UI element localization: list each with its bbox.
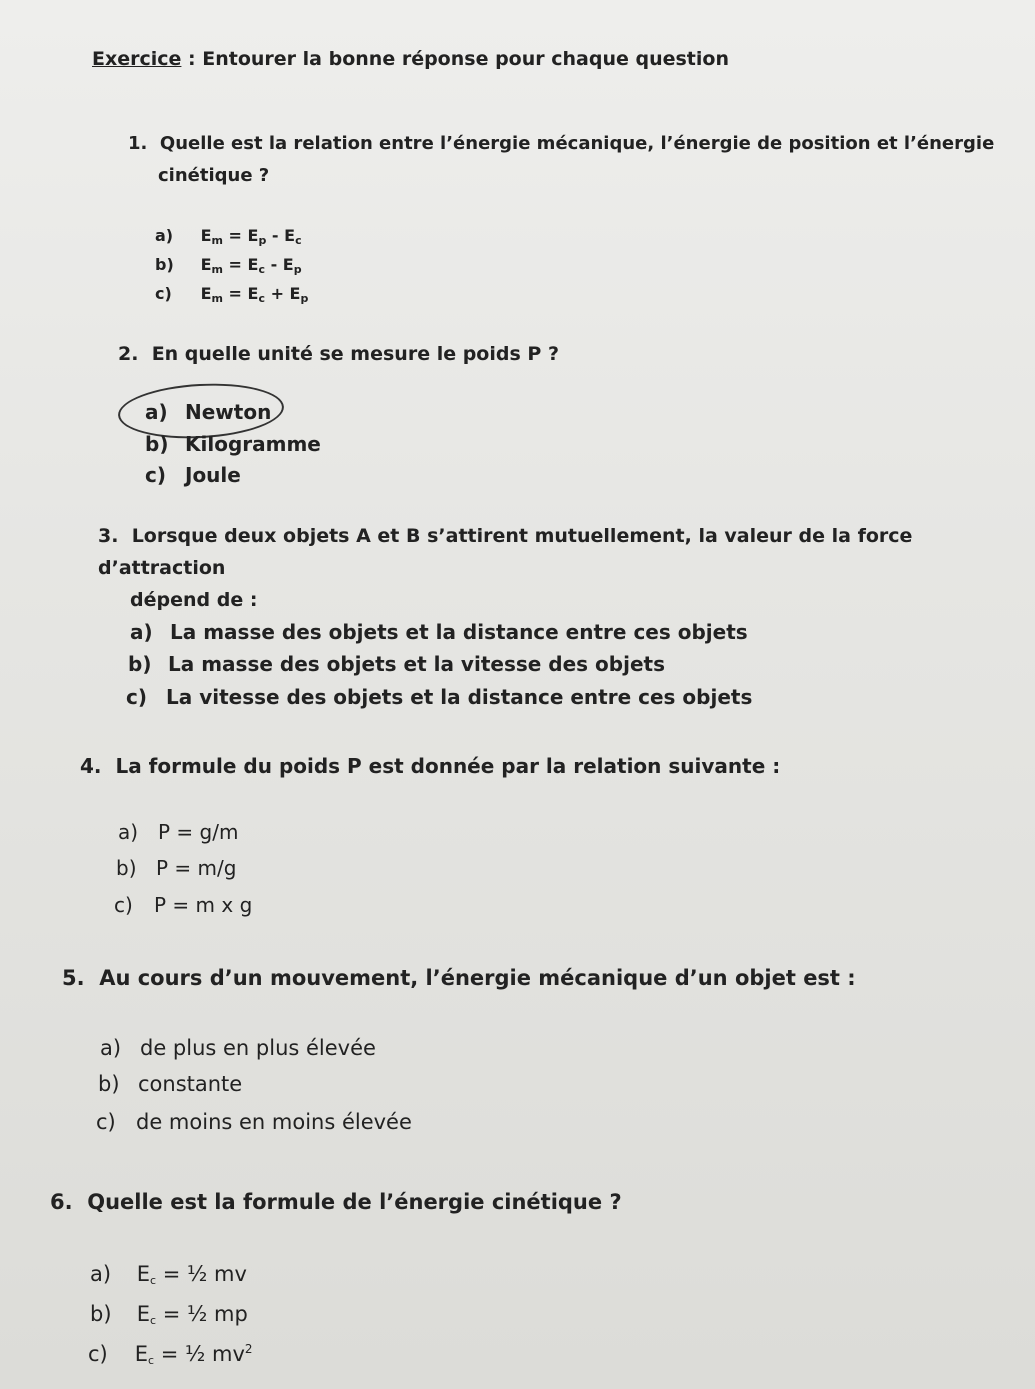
option-letter: c) (126, 685, 147, 709)
option-4a[interactable] (118, 820, 238, 844)
option-letter: b) (128, 652, 152, 676)
option-formula: $E_m = E_c + E_p$ (200, 284, 309, 305)
option-6b[interactable] (90, 1302, 248, 1327)
question-2 (118, 338, 559, 370)
question-1 (128, 128, 994, 192)
question-number: 4. (80, 754, 102, 778)
option-letter: b) (116, 856, 137, 880)
option-text: P = m/g (156, 856, 237, 880)
question-text: En quelle unité se mesure le poids P ? (151, 343, 559, 365)
question-text-cont: dépend de : (130, 589, 258, 611)
option-letter: b) (98, 1072, 120, 1096)
question-text: Quelle est la formule de l’énergie cinétique ? (87, 1190, 622, 1214)
option-1b[interactable] (155, 255, 302, 276)
option-text: P = m x g (154, 893, 253, 917)
option-formula: $E_m = E_c - E_p$ (200, 255, 302, 276)
exercise-label: Exercice (92, 48, 182, 70)
question-number: 5. (62, 966, 85, 990)
question-5 (62, 962, 856, 994)
option-3b[interactable] (128, 652, 665, 676)
option-text: La vitesse des objets et la distance entre ces objets (166, 685, 753, 709)
exercise-instruction: : Entourer la bonne réponse pour chaque question (188, 48, 729, 70)
option-letter: b) (155, 255, 174, 274)
question-4 (80, 750, 780, 782)
option-formula: $E_c$ = ½ mv (136, 1262, 247, 1287)
option-formula: $E_c$ = ½ $mv^2$ (134, 1342, 253, 1367)
option-letter: a) (130, 620, 153, 644)
question-text-cont: cinétique ? (158, 165, 270, 186)
option-text: de moins en moins élevée (136, 1110, 412, 1134)
option-5a[interactable] (100, 1036, 376, 1060)
option-letter: c) (155, 284, 172, 303)
option-1c[interactable] (155, 284, 308, 305)
question-3 (98, 520, 1035, 616)
question-6 (50, 1186, 622, 1218)
option-letter: a) (100, 1036, 122, 1060)
option-letter: a) (155, 226, 174, 245)
option-letter: a) (118, 820, 139, 844)
option-3a[interactable] (130, 620, 748, 644)
option-text: La masse des objets et la distance entre ces objets (170, 620, 748, 644)
option-formula: $E_c$ = ½ mp (136, 1302, 248, 1327)
option-5c[interactable] (96, 1110, 412, 1134)
option-text: constante (138, 1072, 243, 1096)
option-5b[interactable] (98, 1072, 242, 1096)
question-text: Quelle est la relation entre l’énergie mécanique, l’énergie de position et l’énergie (159, 133, 995, 154)
option-6a[interactable] (90, 1262, 247, 1287)
option-letter: c) (96, 1110, 116, 1134)
option-letter: c) (88, 1342, 108, 1366)
option-letter: a) (145, 400, 168, 424)
option-text: Joule (185, 463, 241, 487)
option-6c[interactable] (88, 1342, 253, 1367)
option-letter: b) (145, 432, 169, 456)
question-number: 1. (128, 133, 148, 154)
question-number: 2. (118, 343, 139, 365)
question-text: La formule du poids P est donnée par la relation suivante : (115, 754, 781, 778)
question-text: Au cours d’un mouvement, l’énergie mécanique d’un objet est : (99, 966, 856, 990)
exercise-title (92, 48, 729, 70)
option-4b[interactable] (116, 856, 236, 880)
option-letter: c) (145, 463, 166, 487)
question-text: Lorsque deux objets A et B s’attirent mutuellement, la valeur de la force d’attraction (98, 525, 913, 579)
question-number: 3. (98, 525, 119, 547)
option-text: Newton (185, 400, 272, 424)
option-text: Kilogramme (185, 432, 321, 456)
option-text: de plus en plus élevée (140, 1036, 376, 1060)
option-formula: $E_m = E_p - E_c$ (200, 226, 302, 247)
option-1a[interactable] (155, 226, 302, 247)
option-3c[interactable] (126, 685, 752, 709)
option-letter: a) (90, 1262, 112, 1286)
option-text: La masse des objets et la vitesse des objets (168, 652, 665, 676)
option-2a[interactable] (145, 400, 271, 424)
option-2c[interactable] (145, 463, 241, 487)
question-number: 6. (50, 1190, 73, 1214)
option-letter: c) (114, 893, 133, 917)
option-2b[interactable] (145, 432, 321, 456)
option-4c[interactable] (114, 893, 252, 917)
option-letter: b) (90, 1302, 112, 1326)
option-text: P = g/m (158, 820, 239, 844)
